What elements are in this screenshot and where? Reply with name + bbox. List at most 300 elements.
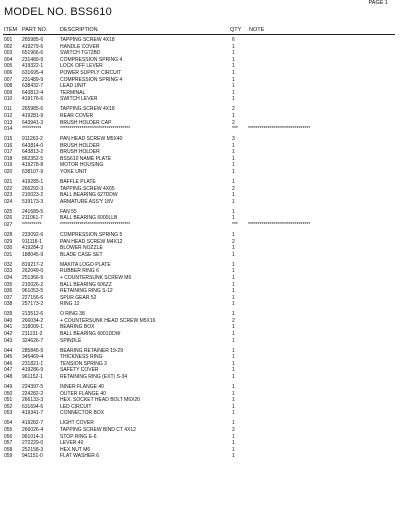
row-qty: 1 bbox=[232, 179, 235, 186]
table-row bbox=[4, 324, 396, 331]
row-part-no: 318009-1 bbox=[22, 324, 44, 331]
row-part-no: 643812-4 bbox=[22, 89, 44, 96]
row-part-no: 285845-9 bbox=[22, 347, 44, 354]
row-item: 033 bbox=[4, 268, 13, 275]
row-description: LOCK OFF LEVER bbox=[60, 63, 103, 70]
row-qty: 2 bbox=[232, 426, 235, 433]
row-description: MAKITA LOGO PLATE bbox=[60, 261, 111, 268]
row-qty: 1 bbox=[232, 301, 235, 308]
table-row bbox=[4, 338, 396, 345]
row-item: 043 bbox=[4, 337, 13, 344]
row-part-no: 265985-6 bbox=[22, 106, 44, 113]
row-qty: *** bbox=[232, 222, 238, 228]
row-item: 050 bbox=[4, 390, 13, 397]
row-part-no: 638432-7 bbox=[22, 83, 44, 90]
row-part-no: 419176-6 bbox=[22, 96, 44, 103]
header-part-no: PART NO. bbox=[22, 27, 48, 33]
table-row bbox=[4, 434, 396, 441]
table-row bbox=[4, 192, 396, 199]
row-qty: 1 bbox=[232, 162, 235, 169]
row-item: 054 bbox=[4, 420, 13, 427]
row-qty: 1 bbox=[232, 311, 235, 318]
row-qty: 1 bbox=[232, 281, 235, 288]
row-description: ************************************ bbox=[60, 222, 131, 228]
row-qty: *** bbox=[232, 126, 238, 133]
row-item: 048 bbox=[4, 374, 13, 381]
row-description: FLAT WASHER 6 bbox=[60, 453, 100, 460]
row-qty: 1 bbox=[232, 397, 235, 404]
row-description: BALL BEARING 6001DDW bbox=[60, 331, 121, 338]
header-item: ITEM bbox=[4, 27, 18, 33]
row-qty: 1 bbox=[232, 69, 235, 76]
row-description: BLADE CASE SET bbox=[60, 251, 103, 258]
row-item: 058 bbox=[4, 446, 13, 453]
row-description: COMPRESSION SPRING 5 bbox=[60, 231, 123, 238]
row-description: TENSION SPRING 3 bbox=[60, 360, 107, 367]
table-row bbox=[4, 83, 396, 90]
row-qty: 1 bbox=[232, 112, 235, 119]
table-row bbox=[4, 262, 396, 269]
row-qty: 1 bbox=[232, 403, 235, 410]
table-row bbox=[4, 384, 396, 391]
row-part-no: 643813-2 bbox=[22, 149, 44, 156]
row-part-no: 419278-8 bbox=[22, 162, 44, 169]
row-description: FAN 55 bbox=[60, 208, 77, 215]
row-description: REAR COVER bbox=[60, 112, 94, 119]
row-part-no: 224282-2 bbox=[22, 390, 44, 397]
row-item: 020 bbox=[4, 169, 13, 176]
row-part-no: 211131-2 bbox=[22, 331, 43, 338]
row-description: COMPRESSION SPRING 4 bbox=[60, 56, 123, 63]
row-description: POWER SUPPLY CIRCUIT bbox=[60, 69, 122, 76]
row-item: 042 bbox=[4, 331, 13, 338]
row-description: COMPRESSION SPRING 4 bbox=[60, 76, 123, 83]
row-item: 057 bbox=[4, 440, 13, 447]
table-row bbox=[4, 282, 396, 289]
row-description: SWITCH TG72BD bbox=[60, 50, 101, 57]
row-item: 034 bbox=[4, 274, 13, 281]
row-part-no: 631694-6 bbox=[22, 403, 44, 410]
row-qty: 1 bbox=[232, 43, 235, 50]
row-item: 038 bbox=[4, 301, 13, 308]
row-item: 030 bbox=[4, 245, 13, 252]
row-part-no: 419341-7 bbox=[22, 410, 44, 417]
table-row bbox=[4, 239, 396, 246]
row-item: 015 bbox=[4, 136, 13, 143]
row-item: 047 bbox=[4, 367, 13, 374]
row-part-no: 419282-7 bbox=[22, 420, 44, 427]
row-description: THICKNESS RING bbox=[60, 354, 103, 361]
row-part-no: 213512-6 bbox=[22, 311, 44, 318]
row-description: RING 12 bbox=[60, 301, 80, 308]
table-row bbox=[4, 57, 396, 64]
row-qty: 1 bbox=[232, 56, 235, 63]
row-qty: 2 bbox=[232, 119, 235, 126]
row-item: 055 bbox=[4, 426, 13, 433]
row-item: 037 bbox=[4, 294, 13, 301]
table-row bbox=[4, 179, 396, 186]
row-item: 040 bbox=[4, 317, 13, 324]
header-description: DESCRIPTION bbox=[60, 27, 98, 33]
table-row bbox=[4, 222, 396, 229]
row-qty: 1 bbox=[232, 294, 235, 301]
row-description: LEVER 40 bbox=[60, 440, 84, 447]
row-item: 029 bbox=[4, 238, 13, 245]
row-item: 003 bbox=[4, 50, 13, 57]
row-item: 007 bbox=[4, 76, 13, 83]
row-item: 031 bbox=[4, 251, 13, 258]
row-qty: 1 bbox=[232, 420, 235, 427]
row-qty: 2 bbox=[232, 238, 235, 245]
table-row bbox=[4, 120, 396, 127]
row-qty: 1 bbox=[232, 440, 235, 447]
row-item: 041 bbox=[4, 324, 13, 331]
row-description: YOKE UNIT bbox=[60, 169, 87, 176]
row-qty: 1 bbox=[232, 251, 235, 258]
row-part-no: 231489-9 bbox=[22, 56, 44, 63]
table-row bbox=[4, 44, 396, 51]
row-item: 025 bbox=[4, 208, 13, 215]
table-row bbox=[4, 37, 396, 44]
row-item: 053 bbox=[4, 410, 13, 417]
row-qty: 1 bbox=[232, 89, 235, 96]
row-description: BEARING BOX bbox=[60, 324, 95, 331]
table-row bbox=[4, 268, 396, 275]
row-qty: 1 bbox=[232, 208, 235, 215]
row-part-no: 265985-6 bbox=[22, 37, 44, 43]
row-part-no: ********** bbox=[22, 126, 42, 133]
row-part-no: 251366-9 bbox=[22, 274, 44, 281]
row-item: 006 bbox=[4, 69, 13, 76]
table-row bbox=[4, 301, 396, 308]
header-note: NOTE bbox=[249, 27, 265, 33]
table-row bbox=[4, 275, 396, 282]
row-item: 013 bbox=[4, 119, 13, 126]
table-row bbox=[4, 126, 396, 133]
table-row bbox=[4, 288, 396, 295]
row-part-no: 419284-3 bbox=[22, 245, 44, 252]
row-description: ARMATURE ASS'Y 18V bbox=[60, 198, 114, 205]
table-row bbox=[4, 361, 396, 368]
row-item: 046 bbox=[4, 360, 13, 367]
table-row bbox=[4, 186, 396, 193]
table-row bbox=[4, 106, 396, 113]
row-qty: 1 bbox=[232, 274, 235, 281]
row-qty: 1 bbox=[232, 63, 235, 70]
row-qty: 1 bbox=[232, 169, 235, 176]
row-item: 035 bbox=[4, 281, 13, 288]
row-qty: 1 bbox=[232, 337, 235, 344]
header-qty: QTY bbox=[230, 27, 242, 33]
row-item: 012 bbox=[4, 112, 13, 119]
row-qty: 1 bbox=[232, 360, 235, 367]
row-description: PAN HEAD SCREW M5X40 bbox=[60, 136, 123, 143]
row-qty: 1 bbox=[232, 215, 235, 222]
row-part-no: 643814-0 bbox=[22, 142, 44, 149]
row-part-no: ********** bbox=[22, 222, 42, 228]
table-row bbox=[4, 427, 396, 434]
table-row bbox=[4, 215, 396, 222]
row-description: LEAD UNIT bbox=[60, 83, 87, 90]
table-row bbox=[4, 77, 396, 84]
row-description: + COUNTERSUNK SCREW M6 bbox=[60, 274, 132, 281]
row-description: SWITCH LEVER bbox=[60, 96, 98, 103]
row-qty: 1 bbox=[232, 433, 235, 440]
row-description: STOP RING E-6 bbox=[60, 433, 97, 440]
row-part-no: 419279-6 bbox=[22, 43, 44, 50]
row-item: 044 bbox=[4, 347, 13, 354]
row-description: RETAINING RING (EXT) S-34 bbox=[60, 374, 128, 381]
header-rule bbox=[3, 34, 395, 35]
row-qty: 1 bbox=[232, 245, 235, 252]
row-item: 010 bbox=[4, 96, 13, 103]
row-description: LIGHT COVER bbox=[60, 420, 94, 427]
row-qty: 2 bbox=[232, 317, 235, 324]
row-part-no: 266026-4 bbox=[22, 426, 44, 433]
row-part-no: 231821-1 bbox=[22, 360, 44, 367]
row-qty: 1 bbox=[232, 374, 235, 381]
row-description: HEX. SOCKET HEAD BOLT M6X20 bbox=[60, 397, 141, 404]
table-row bbox=[4, 410, 396, 417]
row-qty: 1 bbox=[232, 347, 235, 354]
row-qty: 1 bbox=[232, 410, 235, 417]
row-item: 017 bbox=[4, 149, 13, 156]
row-part-no: 188045-9 bbox=[22, 251, 44, 258]
row-description: BLOWER NOZZLE bbox=[60, 245, 103, 252]
row-item: 056 bbox=[4, 433, 13, 440]
table-row bbox=[4, 156, 396, 163]
row-part-no: 419286-9 bbox=[22, 367, 44, 374]
row-part-no: 419285-1 bbox=[22, 179, 44, 186]
row-part-no: 862352-5 bbox=[22, 155, 44, 162]
table-row bbox=[4, 143, 396, 150]
table-row bbox=[4, 348, 396, 355]
row-part-no: 227156-6 bbox=[22, 294, 44, 301]
table-row bbox=[4, 162, 396, 169]
table-row bbox=[4, 245, 396, 252]
row-description: LED CIRCUIT bbox=[60, 403, 92, 410]
row-note: ******************************** bbox=[248, 126, 311, 133]
row-qty: 1 bbox=[232, 390, 235, 397]
table-row bbox=[4, 209, 396, 216]
row-description: BSS610 NAME PLATE bbox=[60, 155, 112, 162]
row-description: TAPPING SCREW 4X18 bbox=[60, 106, 115, 113]
row-description: + COUNTERSUNK HEAD SCREW M5X16 bbox=[60, 317, 156, 324]
row-item: 024 bbox=[4, 198, 13, 205]
row-item: 028 bbox=[4, 231, 13, 238]
row-qty: 1 bbox=[232, 142, 235, 149]
row-part-no: 519173-3 bbox=[22, 198, 44, 205]
row-part-no: 272229-0 bbox=[22, 440, 44, 447]
table-row bbox=[4, 318, 396, 325]
row-qty: 1 bbox=[232, 149, 235, 156]
row-part-no: 210026-2 bbox=[22, 281, 44, 288]
table-row bbox=[4, 311, 396, 318]
row-description: TAPPING SCREW BIND CT 4X12 bbox=[60, 426, 136, 433]
row-note: ******************************** bbox=[248, 222, 311, 228]
row-item: 008 bbox=[4, 83, 13, 90]
table-row bbox=[4, 232, 396, 239]
row-qty: 1 bbox=[232, 231, 235, 238]
row-item: 011 bbox=[4, 106, 12, 113]
row-qty: 1 bbox=[232, 198, 235, 205]
row-description: TERMINAL bbox=[60, 89, 86, 96]
row-item: 021 bbox=[4, 179, 13, 186]
row-part-no: 262049-0 bbox=[22, 268, 44, 275]
row-description: HANDLE COVER bbox=[60, 43, 100, 50]
row-item: 022 bbox=[4, 185, 13, 192]
row-qty: 1 bbox=[232, 288, 235, 295]
row-item: 027 bbox=[4, 222, 13, 228]
row-part-no: 651966-6 bbox=[22, 50, 44, 57]
table-row bbox=[4, 70, 396, 77]
row-qty: 1 bbox=[232, 367, 235, 374]
page-label: PAGE 1 bbox=[368, 0, 388, 6]
model-title: MODEL NO. BSS610 bbox=[4, 6, 112, 18]
row-item: 004 bbox=[4, 56, 13, 63]
row-description: HEX.NUT M6 bbox=[60, 446, 91, 453]
table-row bbox=[4, 169, 396, 176]
table-row bbox=[4, 447, 396, 454]
row-part-no: 819217-2 bbox=[22, 261, 44, 268]
row-description: BEARING RETAINER 19-29 bbox=[60, 347, 123, 354]
row-item: 014 bbox=[4, 126, 13, 133]
table-row bbox=[4, 354, 396, 361]
row-description: BRUSH HOLDER CAP bbox=[60, 119, 112, 126]
row-item: 026 bbox=[4, 215, 13, 222]
row-qty: 6 bbox=[232, 37, 235, 43]
row-qty: 2 bbox=[232, 106, 235, 113]
row-description: RUBBER RING 6 bbox=[60, 268, 99, 275]
row-qty: 1 bbox=[232, 50, 235, 57]
parts-list bbox=[4, 37, 396, 460]
row-part-no: 224397-5 bbox=[22, 384, 44, 391]
row-part-no: 231489-9 bbox=[22, 76, 44, 83]
row-item: 052 bbox=[4, 403, 13, 410]
table-row bbox=[4, 440, 396, 447]
row-part-no: 210023-2 bbox=[22, 192, 44, 199]
row-qty: 1 bbox=[232, 331, 235, 338]
row-description: SPINDLE bbox=[60, 337, 82, 344]
row-part-no: 266133-3 bbox=[22, 397, 44, 404]
row-part-no: 643941-3 bbox=[22, 119, 44, 126]
row-description: TAPPING SCREW 4X18 bbox=[60, 37, 115, 43]
table-row bbox=[4, 374, 396, 381]
row-qty: 1 bbox=[232, 192, 235, 199]
table-row bbox=[4, 63, 396, 70]
row-item: 049 bbox=[4, 384, 13, 391]
row-description: SAFETY COVER bbox=[60, 367, 99, 374]
row-description: O RING 38 bbox=[60, 311, 85, 318]
table-row bbox=[4, 404, 396, 411]
row-part-no: 941151-0 bbox=[22, 453, 43, 460]
row-qty: 2 bbox=[232, 185, 235, 192]
row-part-no: 631695-4 bbox=[22, 69, 44, 76]
row-part-no: 324626-7 bbox=[22, 337, 44, 344]
row-part-no: 345469-4 bbox=[22, 354, 44, 361]
row-description: OUTER FLANGE 40 bbox=[60, 390, 106, 397]
row-item: 005 bbox=[4, 63, 13, 70]
row-item: 001 bbox=[4, 37, 13, 43]
row-item: 036 bbox=[4, 288, 13, 295]
row-qty: 1 bbox=[232, 354, 235, 361]
table-row bbox=[4, 391, 396, 398]
row-description: ************************************ bbox=[60, 126, 131, 133]
table-row bbox=[4, 331, 396, 338]
row-description: CONNECTOR BOX bbox=[60, 410, 105, 417]
row-item: 002 bbox=[4, 43, 13, 50]
row-item: 016 bbox=[4, 142, 13, 149]
row-qty: 1 bbox=[232, 76, 235, 83]
row-part-no: 252158-3 bbox=[22, 446, 44, 453]
table-row bbox=[4, 199, 396, 206]
row-item: 018 bbox=[4, 155, 13, 162]
row-description: BALL BEARING 606ZZ bbox=[60, 281, 112, 288]
table-row bbox=[4, 295, 396, 302]
row-description: BRUSH HOLDER bbox=[60, 149, 100, 156]
table-row bbox=[4, 420, 396, 427]
table-row bbox=[4, 252, 396, 259]
row-item: 023 bbox=[4, 192, 13, 199]
row-qty: 1 bbox=[232, 324, 235, 331]
row-description: PAN HEAD SCREW M4X12 bbox=[60, 238, 123, 245]
row-part-no: 911118-1 bbox=[22, 238, 43, 245]
row-item: 045 bbox=[4, 354, 13, 361]
row-part-no: 266034-2 bbox=[22, 317, 44, 324]
row-part-no: 211061-7 bbox=[22, 215, 43, 222]
row-description: BRUSH HOLDER bbox=[60, 142, 100, 149]
row-part-no: 233092-6 bbox=[22, 231, 44, 238]
row-qty: 1 bbox=[232, 268, 235, 275]
row-description: SPUR GEAR 52 bbox=[60, 294, 97, 301]
row-item: 051 bbox=[4, 397, 13, 404]
row-part-no: 638107-9 bbox=[22, 169, 44, 176]
table-row bbox=[4, 50, 396, 57]
table-row bbox=[4, 113, 396, 120]
row-item: 009 bbox=[4, 89, 13, 96]
table-row bbox=[4, 96, 396, 103]
row-part-no: 241689-5 bbox=[22, 208, 44, 215]
table-row bbox=[4, 136, 396, 143]
row-description: MOTOR HOUSING bbox=[60, 162, 104, 169]
row-qty: 1 bbox=[232, 83, 235, 90]
row-qty: 1 bbox=[232, 155, 235, 162]
row-part-no: 961014-3 bbox=[22, 433, 44, 440]
row-item: 032 bbox=[4, 261, 13, 268]
table-row bbox=[4, 90, 396, 97]
row-qty: 3 bbox=[232, 136, 235, 143]
row-description: BALL BEARING 6000LLB bbox=[60, 215, 118, 222]
row-part-no: 419281-9 bbox=[22, 112, 44, 119]
row-description: BAFFLE PLATE bbox=[60, 179, 96, 186]
row-item: 019 bbox=[4, 162, 13, 169]
row-description: RETAINING RING S-12 bbox=[60, 288, 113, 295]
row-qty: 1 bbox=[232, 384, 235, 391]
row-part-no: 266292-3 bbox=[22, 185, 44, 192]
row-description: TAPPING SCREW 4X65 bbox=[60, 185, 115, 192]
row-item: 039 bbox=[4, 311, 13, 318]
row-part-no: 257173-2 bbox=[22, 301, 44, 308]
row-qty: 1 bbox=[232, 261, 235, 268]
row-qty: 1 bbox=[232, 453, 235, 460]
table-row bbox=[4, 367, 396, 374]
row-qty: 1 bbox=[232, 96, 235, 103]
table-row bbox=[4, 149, 396, 156]
row-description: BALL BEARING 627DDW bbox=[60, 192, 118, 199]
table-row bbox=[4, 453, 396, 460]
row-qty: 1 bbox=[232, 446, 235, 453]
row-description: INNER FLANGE 40 bbox=[60, 384, 104, 391]
